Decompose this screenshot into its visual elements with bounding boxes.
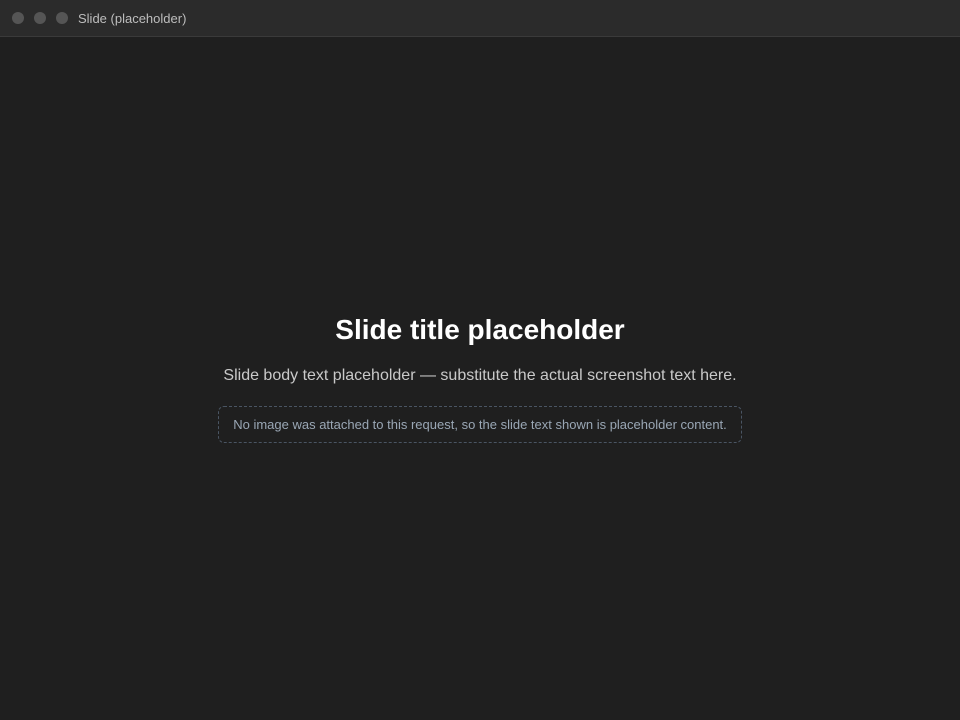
window-title: Slide (placeholder): [78, 10, 187, 26]
slide-body: Slide body text placeholder — substitute the actual screenshot text here.: [223, 367, 737, 384]
slide-heading: Slide title placeholder: [335, 314, 625, 345]
title-bar: [0, 0, 960, 37]
slide-area: [0, 37, 960, 720]
minimize-icon[interactable]: [34, 12, 46, 24]
placeholder-notice: No image was attached to this request, so the slide text shown is placeholder content.: [218, 406, 742, 443]
close-icon[interactable]: [12, 12, 24, 24]
maximize-icon[interactable]: [56, 12, 68, 24]
